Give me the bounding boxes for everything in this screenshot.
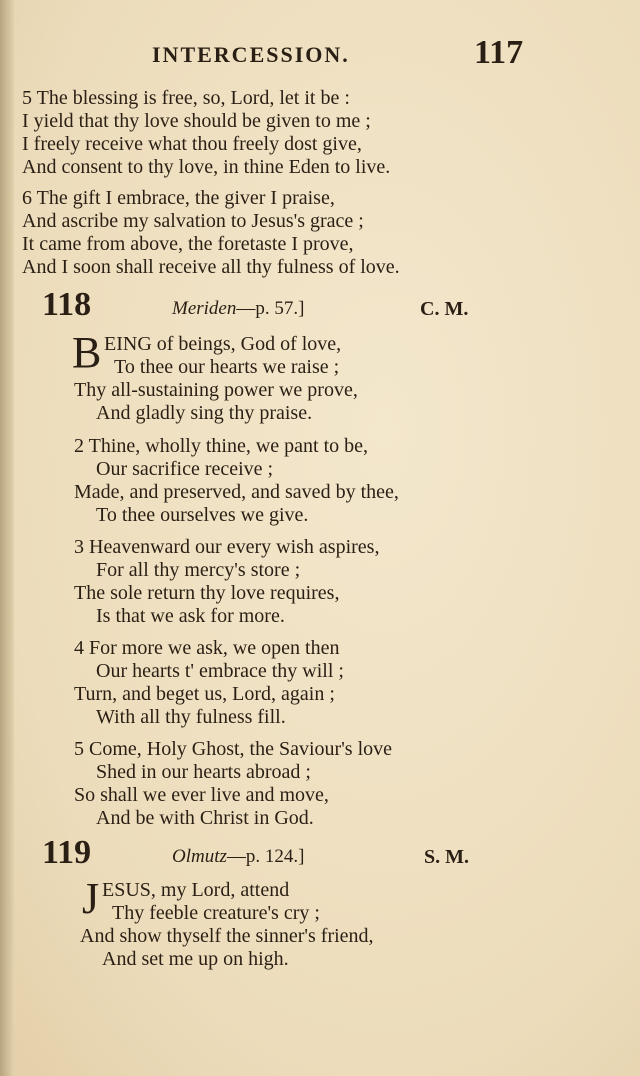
verse-line: Thy feeble creature's cry ; [112, 902, 320, 924]
tune-page: —p. 57.] [236, 298, 305, 319]
verse-line: Thy all-sustaining power we prove, [74, 379, 358, 401]
verse-line: And I soon shall receive all thy fulness of love. [22, 256, 400, 278]
page-number: 117 [474, 34, 524, 71]
hymn-number: 119 [42, 834, 92, 871]
verse-line: 4 For more we ask, we open then [74, 637, 340, 659]
verse-line: Our sacrifice receive ; [96, 458, 274, 480]
verse-line: And ascribe my salvation to Jesus's grace ; [22, 210, 364, 232]
page-header [0, 34, 640, 74]
tune-reference [172, 846, 304, 868]
meter: S. M. [424, 846, 469, 868]
verse-line: The sole return thy love requires, [74, 582, 340, 604]
verse-line: Turn, and beget us, Lord, again ; [74, 683, 335, 705]
verse-line: 6 The gift I embrace, the giver I praise, [22, 187, 335, 209]
page-spine-shadow [0, 0, 14, 1076]
verse-line: 5 The blessing is free, so, Lord, let it be : [22, 87, 350, 109]
meter: C. M. [420, 298, 469, 320]
verse-line: I yield that thy love should be given to me ; [22, 110, 371, 132]
verse-line: Is that we ask for more. [96, 605, 285, 627]
hymn-118-heading [42, 286, 640, 326]
verse-line: For all thy mercy's store ; [96, 559, 301, 581]
verse-line: To thee our hearts we raise ; [114, 356, 340, 378]
verse-line: EING of beings, God of love, [104, 333, 342, 355]
tune-name: Meriden [172, 298, 237, 319]
drop-cap: B [72, 328, 102, 377]
verse-line: And be with Christ in God. [96, 807, 314, 829]
verse-line: 5 Come, Holy Ghost, the Saviour's love [74, 738, 393, 760]
verse-line: Made, and preserved, and saved by thee, [74, 481, 399, 503]
verse-line: Our hearts t' embrace thy will ; [96, 660, 344, 682]
verse-line: And set me up on high. [102, 948, 289, 970]
verse-line: It came from above, the foretaste I prove, [22, 233, 354, 255]
verse-line: To thee ourselves we give. [96, 504, 309, 526]
verse-line: ESUS, my Lord, attend [102, 879, 290, 901]
hymn-number: 118 [42, 286, 92, 323]
tune-name: Olmutz [172, 846, 227, 867]
verse-line: With all thy fulness fill. [96, 706, 286, 728]
verse-line: Shed in our hearts abroad ; [96, 761, 311, 783]
verse-line: And consent to thy love, in thine Eden to live. [22, 156, 391, 178]
drop-cap: J [82, 874, 100, 923]
verse-line: 2 Thine, wholly thine, we pant to be, [74, 435, 369, 457]
verse-line: And show thyself the sinner's friend, [80, 925, 374, 947]
hymn-119-heading [42, 834, 640, 874]
tune-page: —p. 124.] [226, 846, 305, 867]
verse-line: I freely receive what thou freely dost give, [22, 133, 362, 155]
verse-line: 3 Heavenward our every wish aspires, [74, 536, 380, 558]
verse-line: And gladly sing thy praise. [96, 402, 313, 424]
running-title: INTERCESSION. [152, 42, 350, 67]
tune-reference [172, 298, 304, 320]
verse-line: So shall we ever live and move, [74, 784, 329, 806]
